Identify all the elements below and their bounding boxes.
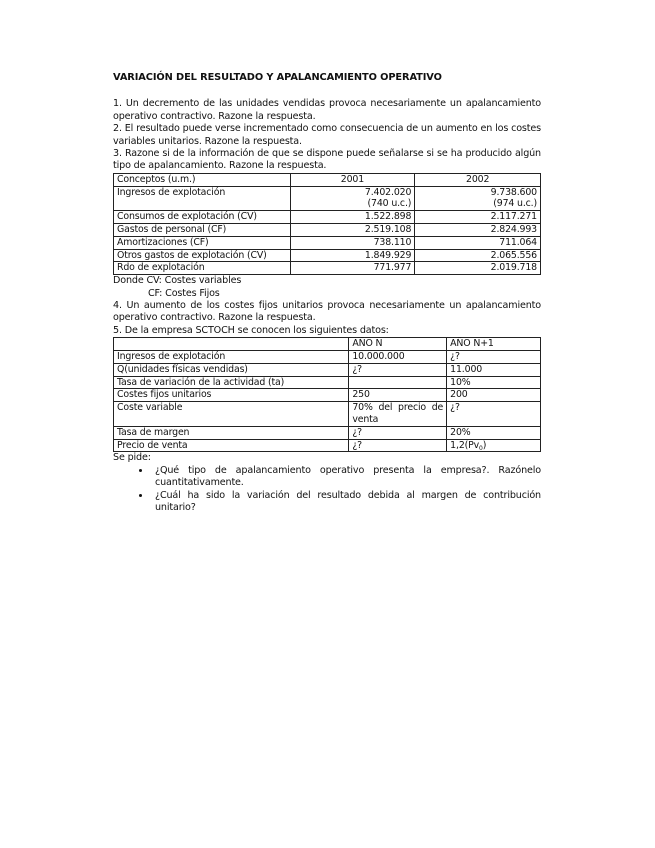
question-5: 5. De la empresa SCTOCH se conocen los siguientes datos: bbox=[113, 324, 389, 336]
table-row bbox=[114, 376, 541, 389]
value: 9.738.600 bbox=[490, 186, 537, 198]
requested-list bbox=[113, 465, 541, 515]
value-year-n: ¿? bbox=[349, 426, 447, 439]
row-label: Gastos de personal (CF) bbox=[114, 224, 291, 237]
value-main: 1,2(Pv bbox=[450, 439, 480, 451]
value-2002 bbox=[415, 186, 541, 211]
value-year-n bbox=[349, 376, 447, 389]
row-label: Q(unidades físicas vendidas) bbox=[114, 363, 349, 376]
table-row bbox=[114, 389, 541, 402]
row-label: Rdo de explotación bbox=[114, 262, 291, 275]
row-label: Ingresos de explotación bbox=[114, 186, 291, 211]
table-row bbox=[114, 402, 541, 427]
table-row bbox=[114, 224, 541, 237]
se-pide-label: Se pide: bbox=[113, 452, 151, 464]
value-year-n: 10.000.000 bbox=[349, 351, 447, 364]
table-row bbox=[114, 426, 541, 439]
header-year-n1: AÑO N+1 bbox=[447, 338, 541, 351]
header-year-n: AÑO N bbox=[349, 338, 447, 351]
value-subscript: 0 bbox=[479, 444, 483, 452]
list-item: • ¿Qué tipo de apalancamiento operativo presenta la empresa?. Razónelo cuantitativamente. bbox=[151, 465, 541, 490]
value-close: ) bbox=[482, 439, 487, 451]
note-cf: CF: Costes Fijos bbox=[148, 287, 220, 299]
value-year-n1: ¿? bbox=[447, 402, 541, 427]
value: 7.402.020 bbox=[364, 186, 412, 198]
value-year-n: 250 bbox=[349, 389, 447, 402]
row-label: Tasa de variación de la actividad (ta) bbox=[114, 376, 349, 389]
header-concepts: Conceptos (u.m.) bbox=[114, 173, 291, 186]
question-1: 1. Un decremento de las unidades vendidas provoca necesariamente un apalancamiento operativo contractivo. Razone la respuesta. bbox=[113, 98, 541, 122]
value-2002: 2.824.993 bbox=[415, 224, 541, 237]
value-year-n: ¿? bbox=[349, 439, 447, 452]
value-2002: 2.019.718 bbox=[415, 262, 541, 275]
row-label: Otros gastos de explotación (CV) bbox=[114, 249, 291, 262]
row-label: Precio de venta bbox=[114, 439, 349, 452]
table-header-row bbox=[114, 173, 541, 186]
row-label: Amortizaciones (CF) bbox=[114, 236, 291, 249]
value-2001: 2.519.108 bbox=[290, 224, 415, 237]
value-2001: 1.522.898 bbox=[290, 211, 415, 224]
value-year-n1: 200 bbox=[447, 389, 541, 402]
value-2001 bbox=[290, 186, 415, 211]
value-2001: 771.977 bbox=[290, 262, 415, 275]
row-label: Tasa de margen bbox=[114, 426, 349, 439]
value-2002: 2.117.271 bbox=[415, 211, 541, 224]
value-year-n: ¿? bbox=[349, 363, 447, 376]
note-cv: Donde CV: Costes variables bbox=[113, 275, 242, 287]
question-4: 4. Un aumento de los costes fijos unitarios provoca necesariamente un apalancamiento operativo contractivo. Razone la respuesta. bbox=[113, 300, 541, 324]
value-year-n1: 20% bbox=[447, 426, 541, 439]
table-row bbox=[114, 211, 541, 224]
document-page bbox=[113, 72, 541, 514]
list-item: • ¿Cuál ha sido la variación del resultado debida al margen de contribución unitario? bbox=[151, 490, 541, 515]
row-label: Ingresos de explotación bbox=[114, 351, 349, 364]
value-2001: 738.110 bbox=[290, 236, 415, 249]
header-empty bbox=[114, 338, 349, 351]
value-2002: 711.064 bbox=[415, 236, 541, 249]
value-year-n1: 11.000 bbox=[447, 363, 541, 376]
table-row bbox=[114, 186, 541, 211]
question-3: 3. Razone si de la información de que se dispone puede señalarse si se ha producido algún tipo de apalancamiento. Razone la respuesta. bbox=[113, 148, 541, 172]
table-row bbox=[114, 439, 541, 452]
header-2001: 2001 bbox=[290, 173, 415, 186]
document-title: VARIACIÓN DEL RESULTADO Y APALANCAMIENTO OPERATIVO bbox=[113, 72, 442, 83]
value-year-n1: ¿? bbox=[447, 351, 541, 364]
row-label: Consumos de explotación (CV) bbox=[114, 211, 291, 224]
value-year-n1: 10% bbox=[447, 376, 541, 389]
table-row bbox=[114, 262, 541, 275]
company-data-table bbox=[113, 337, 541, 452]
row-label: Coste variable bbox=[114, 402, 349, 427]
units-note: (740 u.c.) bbox=[367, 198, 412, 210]
header-2002: 2002 bbox=[415, 173, 541, 186]
table-row bbox=[114, 363, 541, 376]
value-year-n: 70% del precio de venta bbox=[349, 402, 447, 427]
value-year-n1 bbox=[447, 439, 541, 452]
table-header-row bbox=[114, 338, 541, 351]
question-2: 2. El resultado puede verse incrementado como consecuencia de un aumento en los costes variables unitarios. Razone la respuesta. bbox=[113, 123, 541, 147]
table-row bbox=[114, 236, 541, 249]
table-row bbox=[114, 351, 541, 364]
row-label: Costes fijos unitarios bbox=[114, 389, 349, 402]
units-note: (974 u.c.) bbox=[493, 198, 537, 210]
value-2002: 2.065.556 bbox=[415, 249, 541, 262]
income-statement-table bbox=[113, 173, 541, 275]
value-2001: 1.849.929 bbox=[290, 249, 415, 262]
table-row bbox=[114, 249, 541, 262]
